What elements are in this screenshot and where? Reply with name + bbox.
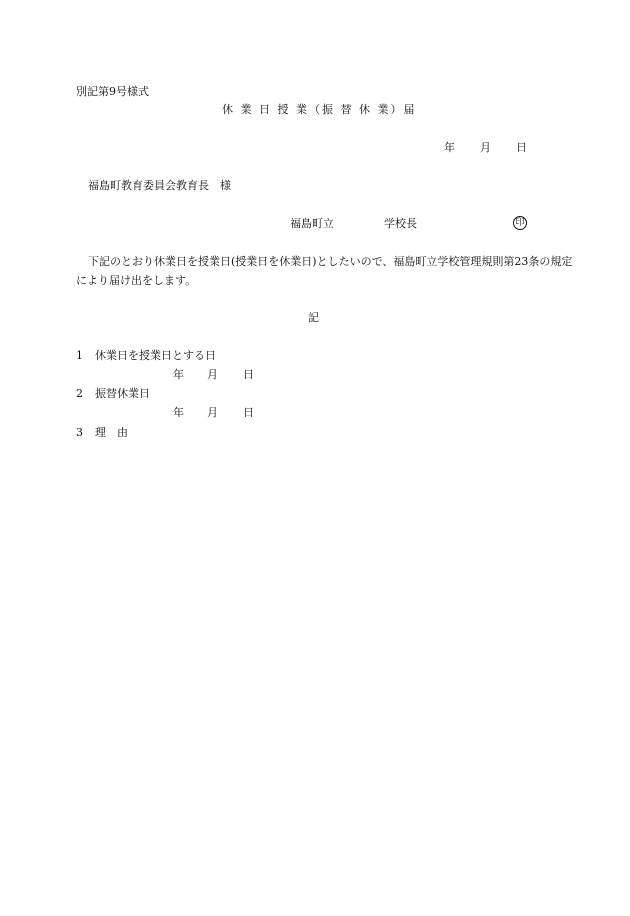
item-number: 3 bbox=[76, 426, 83, 439]
ki-heading: 記 bbox=[308, 311, 319, 324]
item-label: 振替休業日 bbox=[95, 387, 150, 400]
document-title: 休 業 日 授 業（振 替 休 業）届 bbox=[222, 103, 417, 116]
date-day: 日 bbox=[516, 141, 527, 154]
item-date-year: 年 bbox=[173, 368, 184, 381]
seal-mark: 印 bbox=[513, 216, 527, 230]
item-label: 理 由 bbox=[95, 426, 128, 439]
item-date-day: 日 bbox=[243, 406, 254, 419]
item-date-day: 日 bbox=[243, 368, 254, 381]
date-month: 月 bbox=[480, 141, 491, 154]
item-number: 1 bbox=[76, 349, 83, 362]
sender-principal-title: 学校長 bbox=[384, 217, 417, 230]
item-date-month: 月 bbox=[207, 368, 218, 381]
item-label: 休業日を授業日とする日 bbox=[95, 349, 216, 362]
body-paragraph: 下記のとおり休業日を授業日(授業日を休業日)としたいので、福島町立学校管理規則第23条の規定により届け出をします。 bbox=[76, 255, 573, 287]
date-year: 年 bbox=[444, 141, 455, 154]
item-date-month: 月 bbox=[207, 406, 218, 419]
addressee: 福島町教育委員会教育長 様 bbox=[88, 179, 231, 192]
item-date-year: 年 bbox=[173, 406, 184, 419]
sender-school-prefix: 福島町立 bbox=[290, 217, 334, 230]
form-number: 別記第9号様式 bbox=[76, 85, 149, 98]
item-number: 2 bbox=[76, 387, 83, 400]
